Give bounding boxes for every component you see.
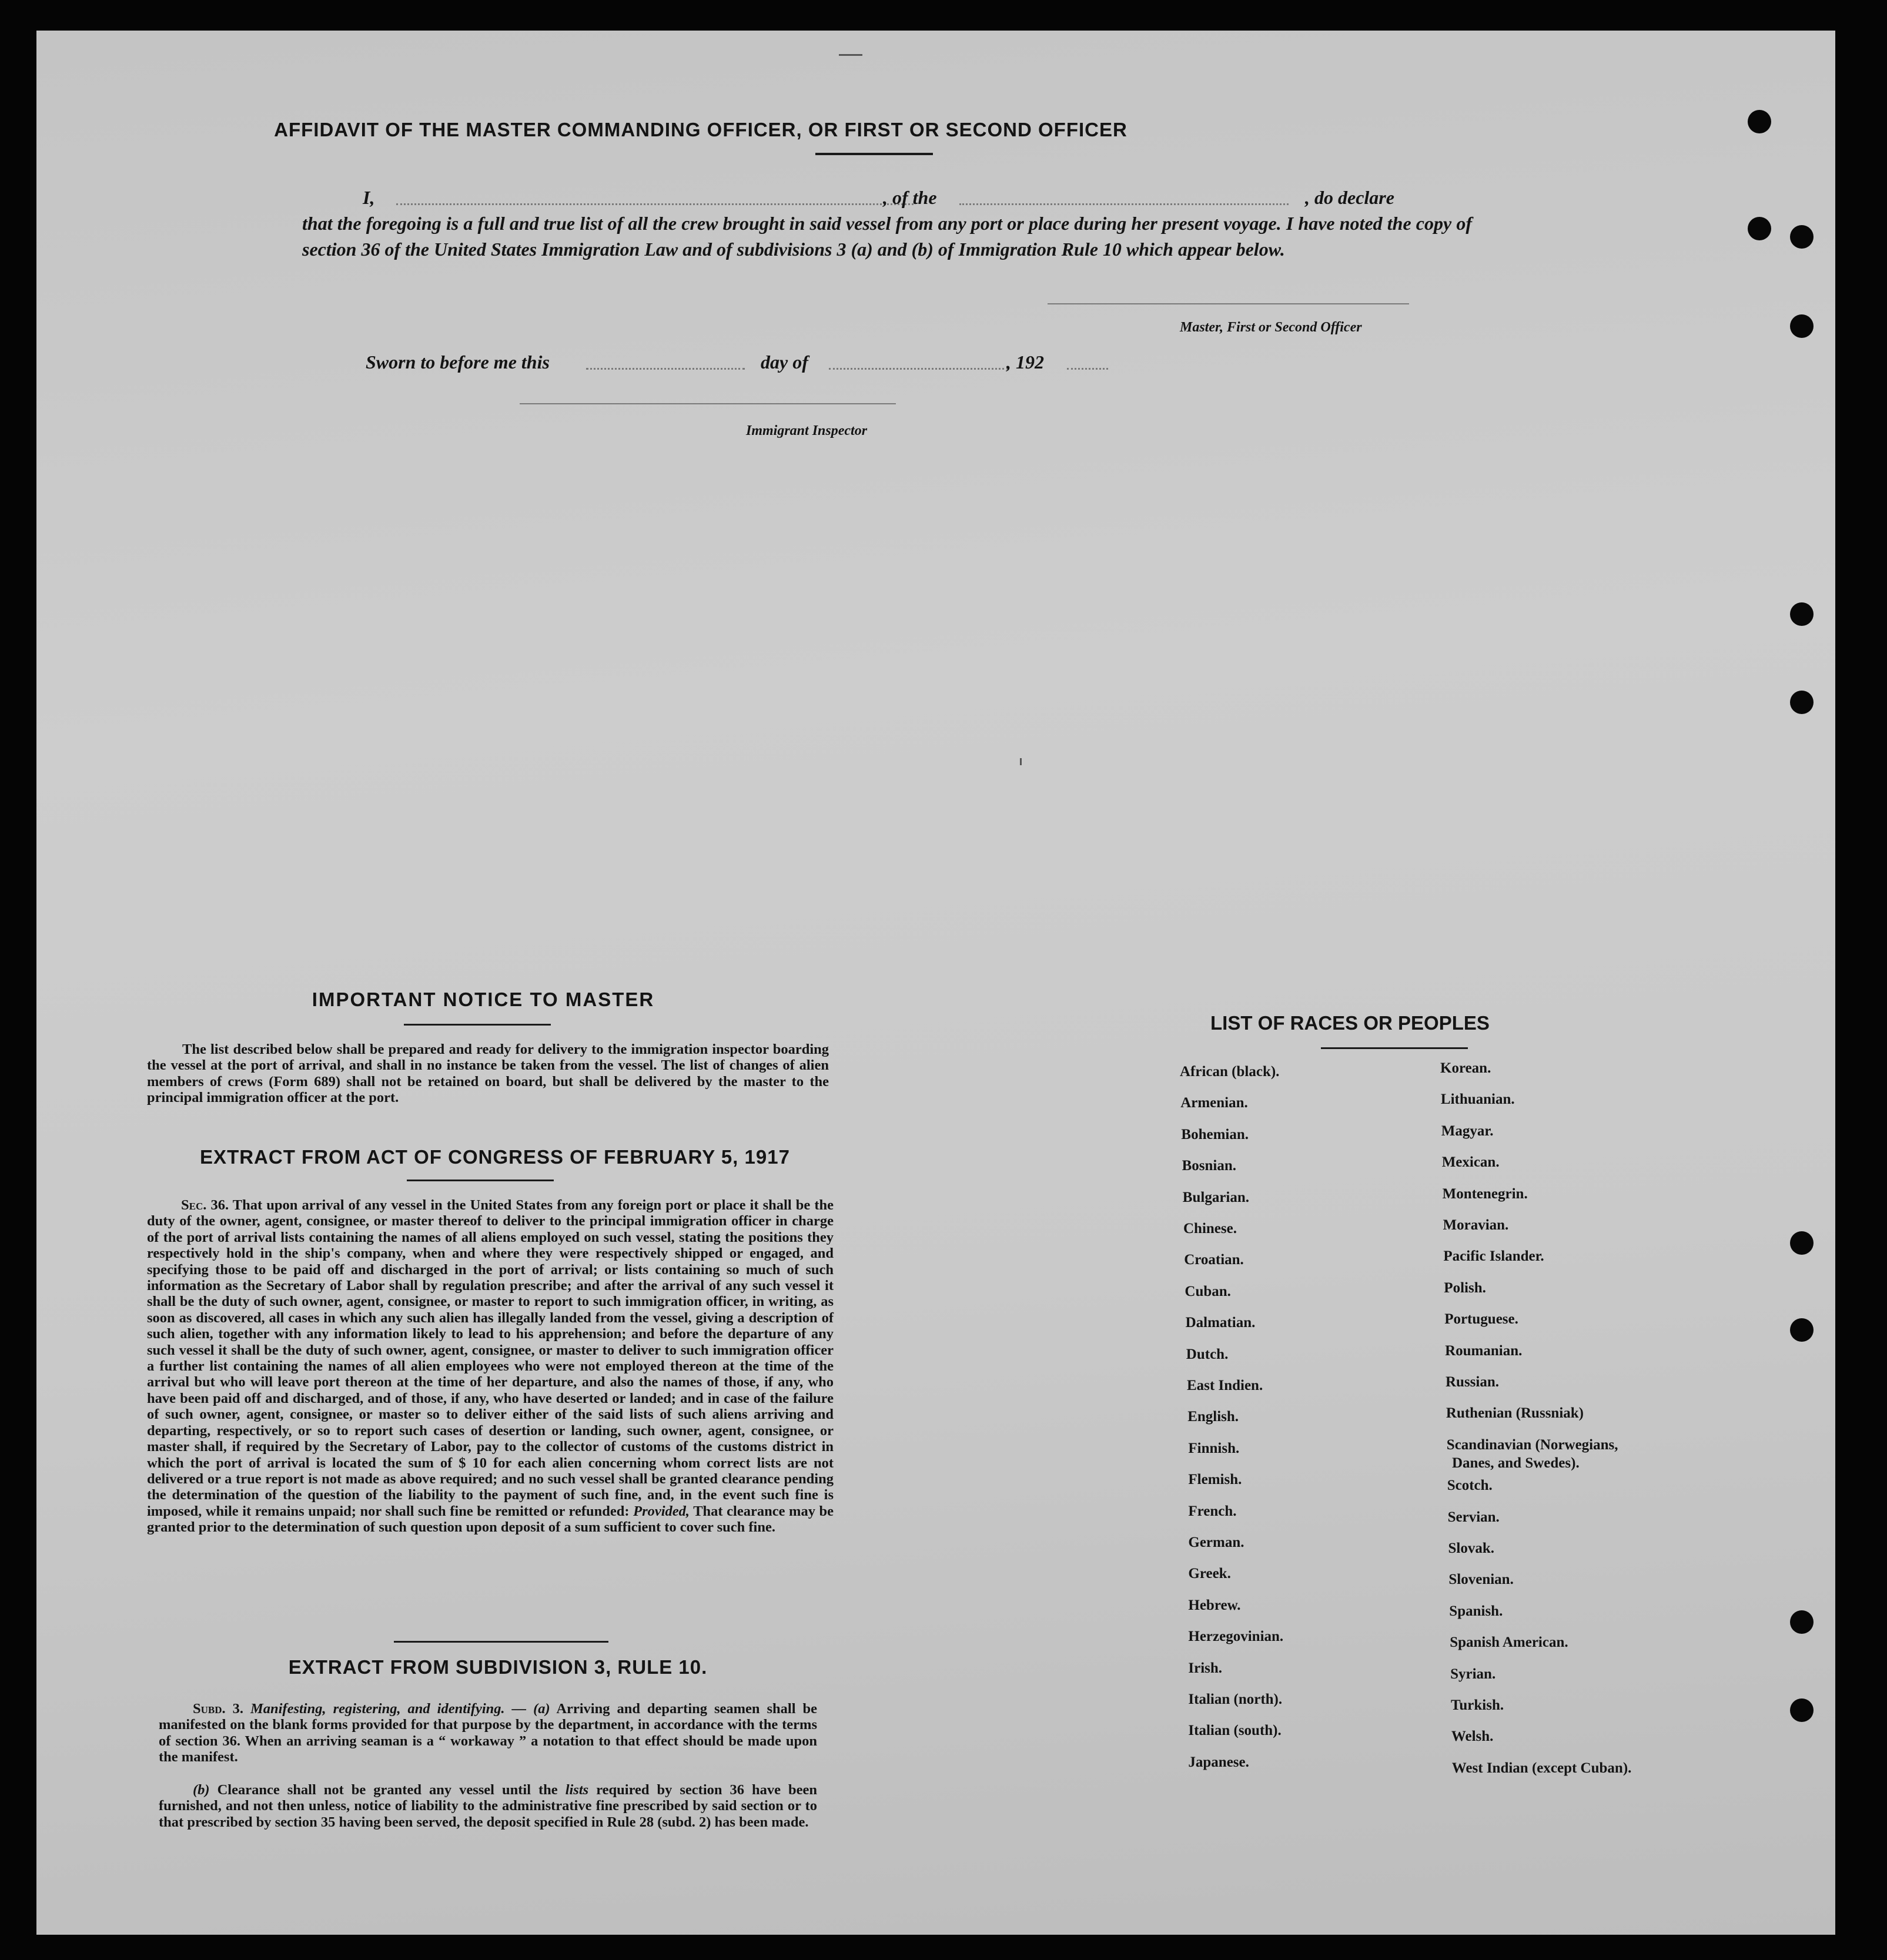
extract-rule-title: EXTRACT FROM SUBDIVISION 3, RULE 10. — [288, 1656, 708, 1678]
race-item: Irish. — [1188, 1660, 1223, 1676]
para-b-text-1: Clearance shall not be granted any vessel until the — [217, 1782, 558, 1798]
race-item: Japanese. — [1188, 1754, 1249, 1770]
sworn-month-blank — [829, 368, 1008, 370]
race-item: Magyar. — [1441, 1123, 1494, 1139]
race-item: Spanish. — [1449, 1603, 1503, 1619]
name-blank-line — [396, 203, 914, 205]
binder-hole — [1790, 314, 1814, 338]
race-item: Bosnian. — [1182, 1158, 1237, 1174]
race-item-scandinavian-cont: Danes, and Swedes). — [1452, 1455, 1580, 1471]
para-a-label: — (a) — [511, 1701, 550, 1717]
race-item: Mexican. — [1441, 1154, 1500, 1171]
race-item: Italian (north). — [1188, 1691, 1283, 1707]
race-item: Slovenian. — [1448, 1572, 1514, 1588]
race-item: German. — [1188, 1535, 1244, 1550]
race-item: French. — [1188, 1503, 1237, 1519]
para-b-text-2: required by section 36 have been furnished, and not then unless, notice of liability to the administrative fine prescribed by said section or to that prescribed by section 35 having been served, the deposit specified in Rule 28 (subd. 2) has been made. — [159, 1782, 818, 1830]
sworn-prefix: Sworn to before me this — [366, 351, 550, 373]
notice-body: The list described below shall be prepared and ready for delivery to the immigration inspector boarding the vessel at the port of arrival, and shall in no instance be taken from the vessel. The list of changes of alien members of crews (Form 689) shall not be retained on board, but shall be delivered by the master to the principal immigration officer at the port. — [147, 1041, 829, 1106]
races-underline — [1321, 1047, 1468, 1049]
race-item: Greek. — [1188, 1566, 1231, 1582]
subd-label: Subd. 3. — [193, 1701, 243, 1717]
sec-36-text-end: That clearance may be granted prior to the determination of such question upon deposit of a sum sufficient to cover such fine. — [147, 1503, 834, 1536]
affidavit-title: AFFIDAVIT OF THE MASTER COMMANDING OFFICER, OR FIRST OR SECOND OFFICER — [274, 119, 1127, 140]
race-item: Hebrew. — [1188, 1597, 1241, 1613]
binder-hole — [1748, 110, 1771, 133]
race-item: Scandinavian (Norwegians, — [1446, 1436, 1618, 1453]
race-item: Korean. — [1440, 1060, 1491, 1076]
inspector-label: Immigrant Inspector — [746, 423, 868, 438]
race-item: Lithuanian. — [1440, 1091, 1515, 1108]
para-b-lists: lists — [565, 1782, 589, 1798]
race-item: Dalmatian. — [1185, 1315, 1256, 1331]
race-item: Chinese. — [1183, 1221, 1237, 1237]
provided-label: Provided, — [633, 1503, 690, 1519]
races-title: LIST OF RACES OR PEOPLES — [1210, 1012, 1490, 1034]
title-underline — [815, 153, 933, 155]
sworn-day-of: day of — [761, 351, 808, 373]
ink-speck — [1020, 758, 1022, 765]
race-item: Flemish. — [1188, 1472, 1242, 1488]
race-item: Portuguese. — [1444, 1311, 1518, 1328]
binder-hole — [1790, 1610, 1814, 1634]
race-item: Scotch. — [1447, 1477, 1493, 1494]
signature-label: Master, First or Second Officer — [1180, 320, 1362, 335]
race-item: Bohemian. — [1181, 1126, 1249, 1143]
race-item: Syrian. — [1450, 1666, 1496, 1682]
binder-hole — [1748, 217, 1771, 240]
section-divider — [394, 1641, 608, 1643]
race-item: Ruthenian (Russniak) — [1446, 1405, 1584, 1422]
race-item: Montenegrin. — [1442, 1185, 1528, 1202]
inspector-signature-line — [520, 403, 896, 404]
binder-hole — [1790, 602, 1814, 626]
race-item: Welsh. — [1451, 1728, 1494, 1745]
sworn-year-blank — [1067, 368, 1108, 370]
subd-heading: Manifesting, registering, and identifying. — [250, 1701, 505, 1717]
sworn-day-blank — [586, 368, 745, 370]
race-item: Croatian. — [1184, 1252, 1244, 1268]
affidavit-of-the: , of the — [883, 187, 937, 208]
race-item: Bulgarian. — [1182, 1189, 1250, 1205]
binder-hole — [1790, 1698, 1814, 1722]
affidavit-do-declare: , do declare — [1305, 187, 1394, 208]
notice-title: IMPORTANT NOTICE TO MASTER — [312, 989, 655, 1010]
sec-label: Sec. 36. — [181, 1197, 229, 1213]
race-item: Polish. — [1444, 1279, 1486, 1296]
race-item: Turkish. — [1451, 1697, 1504, 1713]
sec-36-text: That upon arrival of any vessel in the United States from any foreign port or place it shall be the duty of the owner, agent, consignee, or master thereof to deliver to the principal immigration officer in charge of the port of arrival lists containing the names of all aliens employed on such vessel, stating the positions they respectively hold in the ship's company, when and where they were respectively shipped or engaged, and specifying those to be paid off and discharged in the port of arrival; or lists containing so much of such information as the Secretary of Labor shall by regulation prescribe; and after the arrival of any such vessel it shall be the duty of such owner, agent, consignee, or master to report to such immigration officer, in writing, as soon as discovered, all cases in which any such alien has illegally landed from the vessel, giving a description of such alien, together with any information likely to lead to his apprehension; and before the departure of any such vessel it shall be the duty of such owner, agent, consignee, or master to deliver to such immigration officer a further list containing the names of all alien employees who were not employed thereon at the time of the arrival but who will leave port thereon at the time of her departure, and also the names of those, if any, who have been paid off and discharged, and of those, if any, who have deserted or landed; and in case of the failure of such owner, agent, consignee, or master so to deliver either of the said lists of such aliens arriving and departing, respectively, or so to report such cases of desertion or landing, such owner, agent, consignee, or master shall, if required by the Secretary of Labor, pay to the collector of customs of the customs district in which the port of arrival is located the sum of $ 10 for each alien concerning whom correct lists are not delivered or a true report is not made as above required; and no such vessel shall be granted clearance pending the determination of the question of the liability to the payment of such fine, and, in the event such fine is imposed, while it remains unpaid; nor shall such fine be remitted or refunded: — [147, 1197, 834, 1519]
race-item: Slovak. — [1448, 1540, 1495, 1556]
race-item: Italian (south). — [1188, 1723, 1282, 1739]
race-item: Servian. — [1447, 1509, 1500, 1525]
race-item: East Indien. — [1187, 1378, 1263, 1393]
extract-act-body — [147, 1197, 834, 1536]
race-item: Russian. — [1446, 1374, 1500, 1390]
race-item: Spanish American. — [1450, 1634, 1568, 1651]
race-item: Finnish. — [1188, 1440, 1240, 1456]
race-item: Dutch. — [1186, 1346, 1229, 1362]
sworn-year: , 192 — [1006, 351, 1044, 373]
extract-act-title: EXTRACT FROM ACT OF CONGRESS OF FEBRUARY 5, 1917 — [200, 1146, 790, 1168]
race-item: Roumanian. — [1445, 1342, 1523, 1359]
ink-speck — [839, 54, 862, 56]
race-item: Cuban. — [1185, 1283, 1231, 1299]
binder-hole — [1790, 1231, 1814, 1255]
race-item: Moravian. — [1443, 1217, 1509, 1233]
binder-hole — [1790, 691, 1814, 714]
race-item: West Indian (except Cuban). — [1451, 1760, 1632, 1776]
affidavit-i: I, — [363, 187, 375, 208]
race-item: Herzegovinian. — [1188, 1629, 1284, 1645]
vessel-blank-line — [959, 203, 1289, 205]
para-a-text: Arriving and departing seamen shall be manifested on the blank forms provided for that purpose by the department, in accordance with the terms of section 36. When an arriving seaman is a “ workaway ” a notation to that effect should be made upon the manifest. — [159, 1701, 818, 1765]
signature-line — [1048, 303, 1409, 304]
extract-act-underline — [407, 1180, 554, 1181]
race-item: Pacific Islander. — [1443, 1248, 1544, 1265]
notice-underline — [404, 1024, 551, 1026]
binder-hole — [1790, 225, 1814, 249]
para-b-label: (b) — [193, 1782, 210, 1798]
document-page — [36, 31, 1835, 1935]
race-item: Armenian. — [1180, 1095, 1248, 1111]
extract-rule-para-b — [159, 1782, 817, 1830]
affidavit-body: that the foregoing is a full and true list of all the crew brought in said vessel from any port or place during her present voyage. I have noted the copy of section 36 of the United States Immigration Law and of subdivisions 3 (a) and (b) of Immigration Rule 10 which appear below. — [302, 213, 1472, 260]
race-item: African (black). — [1180, 1064, 1280, 1080]
extract-rule-para-a — [159, 1701, 817, 1765]
binder-hole — [1790, 1318, 1814, 1342]
race-item: English. — [1187, 1409, 1239, 1425]
